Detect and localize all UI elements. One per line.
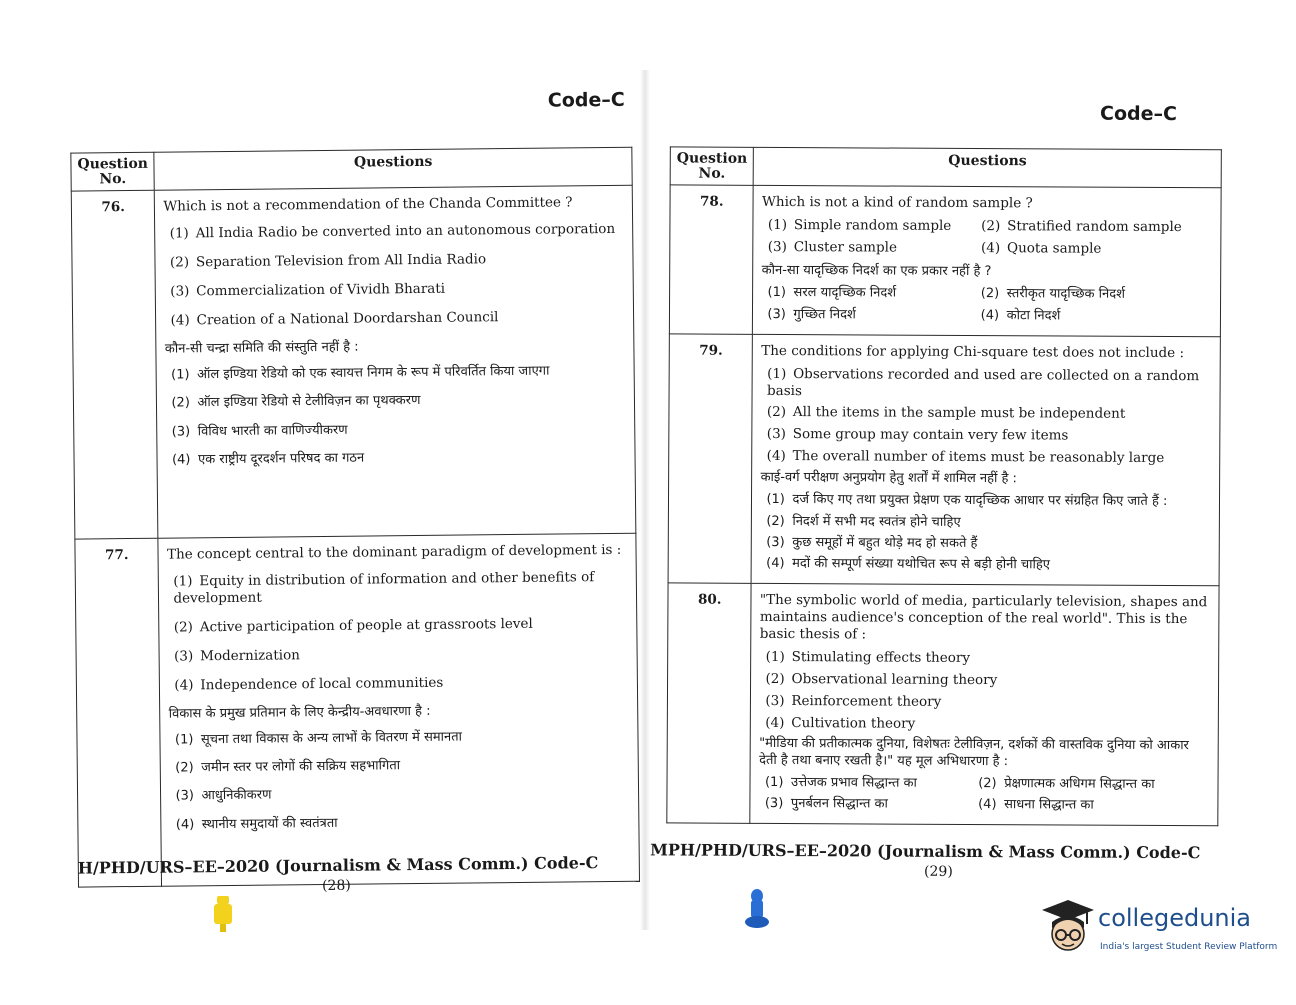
option [767, 366, 1212, 402]
option [173, 569, 628, 608]
question-stem: The concept central to the dominant paradigm of development is : [166, 542, 622, 564]
option-text: पुनर्बलन सिद्धान्त का [790, 796, 888, 812]
option [175, 784, 630, 805]
question-table [666, 146, 1222, 826]
option [175, 756, 630, 777]
question-number: 80. [667, 583, 752, 824]
page-footer: MPH/PHD/URS–EE–2020 (Journalism & Mass Comm.) Code-C [650, 840, 1201, 863]
options-hindi [761, 285, 1212, 330]
option-number: (1) [765, 648, 785, 665]
option-text: साधना सिद्धान्त का [1004, 797, 1094, 813]
option-number: (1) [174, 732, 194, 748]
column-header-questions: Questions [754, 147, 1222, 188]
option-number: (1) [764, 774, 784, 790]
question-number: 77. [75, 539, 162, 888]
option-text: Some group may contain very few items [792, 426, 1069, 444]
column-header-qno: Question No. [670, 147, 754, 186]
option-text: Creation of a National Doordarshan Council [196, 309, 499, 329]
option-text: उत्तेजक प्रभाव सिद्धान्त का [790, 774, 917, 791]
option-text: Reinforcement theory [791, 692, 942, 710]
option [170, 308, 625, 330]
option-text: स्थानीय समुदायों की स्वतंत्रता [201, 815, 338, 832]
question-stem-hindi: विकास के प्रमुख प्रतिमान के लिए केन्द्रीय-अवधारणा है : [168, 703, 431, 722]
option-text: Independence of local communities [200, 674, 444, 694]
option-text: सरल यादृच्छिक निदर्श [793, 285, 897, 301]
option-number: (1) [767, 365, 787, 382]
option-number: (3) [767, 239, 787, 256]
option-text: The overall number of items must be reasonably large [792, 448, 1165, 467]
option-text: All the items in the sample must be independent [792, 404, 1126, 423]
option [981, 240, 1188, 258]
option-text: गुच्छित निदर्श [793, 306, 856, 322]
page-number: (29) [924, 863, 953, 880]
option-number: (4) [980, 307, 1000, 323]
option-number: (3) [175, 788, 195, 804]
option-number: (1) [169, 225, 189, 242]
question-stem: Which is not a kind of random sample ? [761, 194, 1033, 212]
option-number: (3) [767, 306, 786, 322]
option-text: विविध भारती का वाणिज्यीकरण [197, 422, 348, 439]
option-text: All India Radio be converted into an autonomous corporation [195, 221, 616, 242]
option-text: कोटा निदर्श [1006, 307, 1061, 323]
question-number: 78. [669, 185, 753, 334]
option-text: Stratified random sample [1007, 218, 1182, 236]
question-stem: The conditions for applying Chi-square test does not include : [761, 342, 1185, 361]
option-number: (2) [980, 286, 1000, 302]
question-stem: Which is not a recommendation of the Chanda Committee ? [163, 194, 573, 216]
option [172, 448, 627, 469]
question-number: 79. [668, 334, 753, 584]
option-text: आधुनिकीकरण [201, 787, 272, 804]
page-number: (28) [321, 877, 351, 895]
question-number: 76. [71, 191, 158, 540]
option [175, 728, 630, 749]
option [174, 673, 629, 695]
option-number: (4) [175, 816, 195, 833]
column-header-questions: Questions [154, 147, 632, 190]
option-number: (1) [767, 217, 788, 234]
option-number: (2) [765, 670, 785, 687]
options [762, 217, 1213, 263]
option-text: Observational learning theory [791, 670, 998, 688]
option-text: जमीन स्तर पर लोगों की सक्रिय सहभागिता [201, 758, 401, 776]
option-number: (3) [170, 283, 190, 300]
option-text: Simple random sample [793, 217, 952, 235]
question-stem-hindi: कौन-सी चन्द्रा समिति की संस्तुति नहीं है : [164, 339, 359, 357]
option-number: (1) [173, 573, 193, 590]
option [767, 404, 1212, 423]
question-79 [752, 334, 1221, 586]
option [768, 217, 975, 235]
option-text: Equity in distribution of information and other benefits of development [173, 569, 595, 607]
option-text: Stimulating effects theory [791, 648, 971, 666]
question-stem-hindi: काई-वर्ग परीक्षण अनुप्रयोग हेतु शर्तों में शामिल नहीं है : [760, 469, 1017, 487]
option-text: दर्ज किए गए तथा प्रयुक्त प्रेक्षण एक यादृच्छिक आधार पर संग्रहित किए जाते हैं : [792, 492, 1168, 510]
option-text: Cultivation theory [791, 714, 916, 732]
option-number: (3) [174, 648, 194, 665]
column-header-qno: Question No. [71, 152, 155, 191]
question-table [70, 147, 640, 888]
option-number: (2) [169, 254, 190, 271]
option-text: ऑल इण्डिया रेडियो से टेलीविज़न का पृथक्करण [197, 393, 421, 411]
right-page [645, 0, 1296, 1004]
question-stem-hindi: "मीडिया की प्रतीकात्मक दुनिया, विशेषतः टेलीविज़न, दर्शकों की वास्तविक दुनिया को आकार देती है तथा बनाए रखती है।" यह मूल अभिधारणा है : [759, 736, 1189, 769]
option [172, 419, 627, 440]
option-text: ऑल इण्डिया रेडियो को एक स्वायत्त निगम के रूप में परिवर्तित किया जाएगा [197, 363, 550, 383]
option-number: (2) [766, 513, 785, 529]
brand-tagline: India's largest Student Review Platform [1100, 942, 1278, 952]
option [174, 644, 629, 666]
option [766, 556, 1211, 575]
option [171, 391, 626, 412]
option [765, 714, 1210, 733]
option-number: (2) [766, 404, 787, 421]
option [171, 363, 626, 384]
option-text: सूचना तथा विकास के अन्य लाभों के वितरण में समानता [200, 729, 463, 748]
options-hindi [165, 363, 627, 469]
option-text: मदों की सम्पूर्ण संख्या यथोचित रूप से बड़ी होनी चाहिए [792, 556, 1050, 573]
option-text: Cluster sample [793, 239, 897, 256]
options [759, 649, 1210, 734]
question-80 [750, 584, 1219, 827]
graduate-mascot-icon [1040, 898, 1096, 962]
option-number: (4) [978, 797, 997, 813]
option-number: (2) [175, 760, 194, 776]
question-stem-hindi: कौन-सा यादृच्छिक निदर्श का एक प्रकार नहीं है ? [761, 262, 992, 280]
option [766, 649, 1211, 668]
option-number: (1) [766, 492, 785, 508]
option [767, 448, 1212, 467]
code-label: Code–C [547, 88, 625, 112]
option-text: Separation Television from All India Radio [195, 251, 487, 271]
question-stem: "The symbolic world of media, particularly television, shapes and maintains audience's conception of the real world". This is the basic thesis of : [759, 592, 1208, 643]
option-number: (4) [766, 555, 785, 572]
option-text: एक राष्ट्रीय दूरदर्शन परिषद का गठन [197, 450, 365, 468]
option-text: प्रेक्षणात्मक अधिगम सिद्धान्त का [1004, 776, 1155, 792]
options [167, 569, 629, 694]
option-text: Active participation of people at grassroots level [199, 615, 533, 636]
option [768, 239, 975, 257]
collegedunia-logo [1040, 898, 1280, 968]
question-76 [155, 186, 636, 539]
option [765, 671, 1210, 690]
option [981, 218, 1188, 236]
option [176, 812, 631, 833]
option-number: (4) [170, 312, 190, 329]
option [978, 797, 1185, 814]
option-text: निदर्श में सभी मद स्वतंत्र होने चाहिए [792, 513, 961, 530]
option [768, 285, 975, 302]
option-number: (3) [764, 796, 784, 812]
question-78 [753, 186, 1221, 337]
option [766, 492, 1211, 511]
blue-pushpin-icon [740, 888, 774, 930]
option [767, 426, 1212, 445]
option-text: Modernization [200, 647, 300, 665]
options-hindi [169, 728, 631, 834]
option-number: (1) [171, 367, 190, 383]
option-number: (3) [766, 534, 785, 550]
option-text: Quota sample [1006, 240, 1102, 257]
option-text: स्तरीकृत यादृच्छिक निदर्श [1006, 286, 1126, 303]
option-number: (2) [981, 218, 1001, 235]
option-text: Commercialization of Vividh Bharati [196, 280, 446, 300]
option-number: (2) [978, 775, 997, 792]
question-77 [158, 534, 639, 887]
option [170, 221, 625, 243]
option-number: (4) [980, 240, 1001, 257]
option [174, 615, 629, 637]
option-number: (4) [766, 448, 786, 465]
option [981, 308, 1188, 325]
option [765, 693, 1210, 712]
page-footer: H/PHD/URS–EE–2020 (Journalism & Mass Comm.) Code-C [77, 853, 599, 878]
option-number: (2) [173, 619, 193, 636]
option-number: (4) [765, 714, 785, 731]
option-number: (2) [171, 395, 190, 411]
option-text: Observations recorded and used are collected on a random basis [767, 365, 1200, 399]
options-hindi [760, 492, 1211, 574]
option [170, 250, 625, 272]
options-hindi [759, 775, 1210, 820]
option [766, 513, 1211, 532]
code-label: Code–C [1099, 102, 1178, 126]
option [765, 775, 972, 792]
option-number: (3) [766, 426, 786, 443]
option-number: (4) [174, 677, 194, 694]
option [978, 776, 1185, 793]
option-number: (4) [171, 452, 191, 468]
options [164, 221, 626, 329]
option-number: (3) [765, 692, 785, 709]
option [981, 286, 1188, 303]
option [170, 279, 625, 301]
option [766, 535, 1211, 554]
option-number: (1) [767, 285, 787, 301]
option-number: (3) [171, 423, 191, 440]
option [765, 796, 972, 813]
option [767, 306, 974, 323]
yellow-pushpin-icon [208, 896, 238, 932]
brand-name: collegedunia [1098, 904, 1252, 932]
options [761, 366, 1212, 468]
option-text: कुछ समूहों में बहुत थोड़े मद हो सकते हैं [792, 534, 978, 551]
